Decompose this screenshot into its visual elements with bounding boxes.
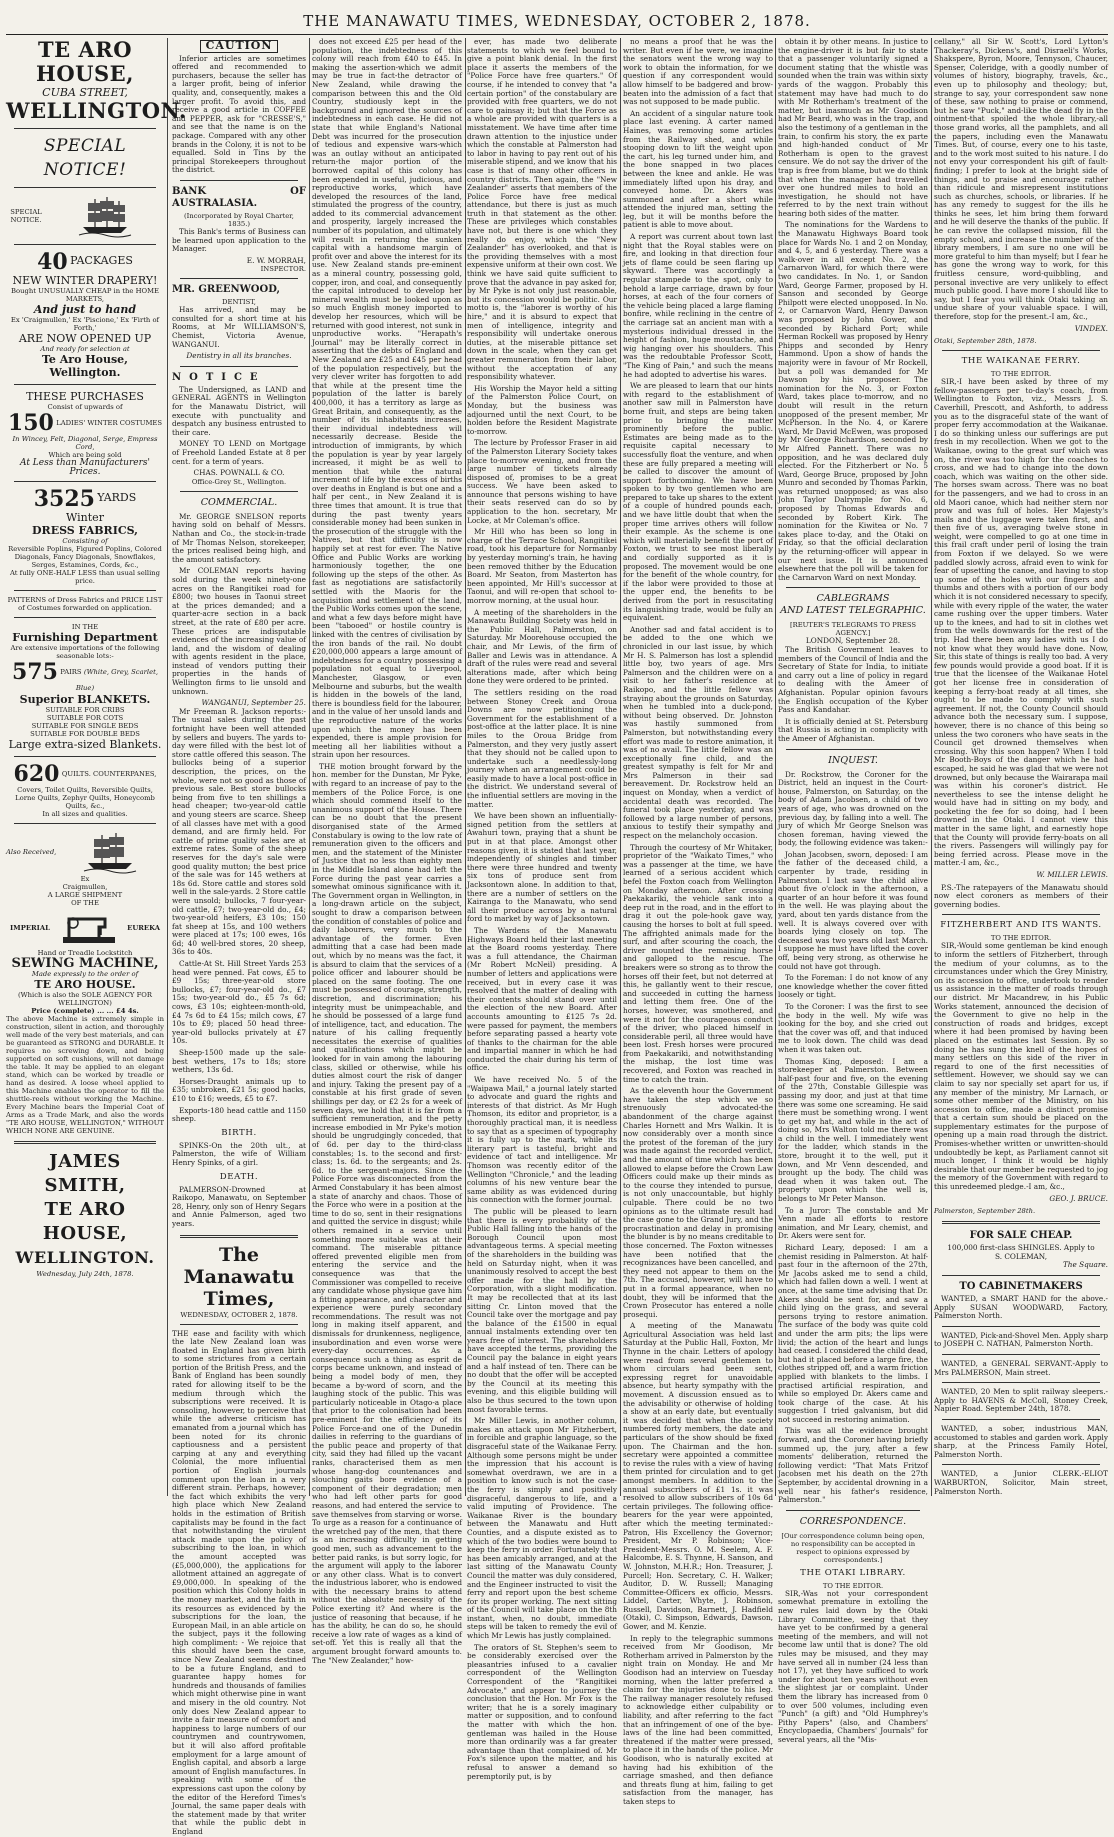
editorial-continued: does not exceed £25 per head of the population, the indebtedness of this colony will reach from £40 to £45. In making the assertion-which we admit may be true in fact-the detractor of New Zealand, while drawing the comparison between this and the Old Country, studiously kept in the background and ignored the sources of indebtedness in each case. He did not state that while England's National Debt was incurred for the prosecution of tedious and expensive wars-which was an outlay without an anticipated return-the major portion of the borrowed capital of this colony has been expended in useful, judicious, and reproductive works, which have developed the resources of the land, stimulated the progress of the country, added to its commercial advancement and prosperity, largely increased the number of its population, and ultimately will result in returning the sunken capital with a handsome margin of profit over and above the interest for its use. New Zealand stands pre-eminent as a mineral country, possessing gold, copper, iron, and coal, and consequently the capital introduced to develop her mineral wealth must be looked upon as so much English money imported to develop her resources, which will be returned with good interest, not sunk in unproductive works. "Herapath's Journal" may be literally correct in asserting that the debts of England and New Zealand are £25 and £45 per head of the population respectively, but the very clever writer has forgotten to add that while at the present time the population of the latter is barely 400,000, it has a territory as large as Great Britain, and consequently, as the number of its inhabitants increases, their individual indebtedness will necessarily decrease. Beside the introduction of immigrants, by which the population is year by year largely increased, it might be as well to mention that while the natural increment of life by the excess of births over deaths in England is but one and a half per cent., in New Zealand it is three times that amount. It is true that during the past twenty years considerable money had been sunken in the prosecution of the struggle with the Natives, but that difficulty is now happily set at rest for ever. The Native Office and Public Works are working harmoniously together, the one following up the steps of the other. As fast as negotiations are satisfactorily settled with the Maoris for the acquisition and settlement of the land, the Public Works comes upon the scene, and what a few days before might have been "tabooed" or hostile country is linked with the centres of civilisation by the iron bands of the rail. No doubt £20,000,000 appears a large amount of indebtedness for a country possessing a population not equal to Liverpool, Manchester, Glasgow, or even Melbourne and suburbs, but the wealth is hidden in the bowels of the land, there is boundless field for the labourer, and in the value of her unsold lands and the reproductive nature of the works upon which the money has been expended, there is ample provision for meeting all her liabilities without a strain upon her resources.: [312, 37, 462, 760]
column-divider: [309, 38, 310, 1496]
news-paragraph: obtain it by other means. In justice to the engine-driver it is but fair to state that a passenger voluntarily signed a document stating that the whistle was sounded when the train was within sixty yards of the waggon. Probably this statement may have had much to do with Mr Rotherham's treatment of the matter, but inasmuch as Mr Goodison had Mr Beard, who was in the trap, and also the testimony of a gentleman in the train, to confirm his story, the ex parte and high-handed conduct of Mr Rotherham is open to the gravest censure. We do not say the driver of the trap is free from blame, but we do think that when the manager had travelled over one hundred miles to hold an investigation, he should not have referred to by the next train without hearing both sides of the matter.: [778, 37, 928, 218]
patterns-text: PATTERNS of Dress Fabrics and PRICE LIST of Costumes forwarded on application.: [7, 596, 163, 613]
classified-ad: WANTED, a SMART HAND for the above.-Apply SUSAN WOODWARD, Factory, Palmerston North.: [934, 1294, 1108, 1321]
drapery-label: NEW WINTER DRAPERY!: [12, 274, 158, 287]
inquest-text: To a Juror: The constable and Mr Venn made all efforts to restore animation, and Mr Leary, chemist, and Dr. Akers were sent for.: [778, 1205, 928, 1241]
craig-label: Craigmullen,: [62, 882, 108, 891]
sizes-text: In all sizes and qualities.: [42, 809, 128, 818]
bank-manager: E. W. MORRAH,: [246, 255, 306, 265]
postscript: P.S.-The ratepayers of the Manawatu should now elect coroners as members of their governing bodies.: [934, 882, 1108, 909]
sewing-description: The above Machine is extremely simple in construction, silent in action, and thoroughly well made of the very best materials, and can be guaranteed as STRONG and DURABLE. It requires no screwing down, and being supported on soft cushions, will not damage the table. It may be applied to an elegant stand, which can be worked by treadle or hand as desired. A loose wheel applied to this Machine enables the operator to fill the shuttle-reels without working the Machine. Every Machine bears the Imperial Coat of Arms as a Trade Mark, and also the words "TE ARO HOUSE, WELLINGTON," WITHOUT WHICH NONE ARE GENUINE.: [6, 1014, 164, 1135]
fabrics-text: Reversible Poplins, Figured Poplins, Colored Diagonals, Fancy Diagonals, Snowflakes, Serges, Estamines, Cords, &c.,: [8, 545, 162, 570]
news-paragraph: Mr Hill who has been so long in charge of the Terrace School, Rangitikei road, took his departure for Normanby by yesterday morning's train, he having been removed thither by the Education Board. Mr Seaton, from Masterton has been appointed, Mr Hill's successor at Taonui, and will re-open that school to-morrow morning, at the usual hour.: [467, 527, 617, 605]
divider: [942, 1419, 1100, 1420]
news-paragraph: In reply to the telegraphic summons received from Mr Goodison, Mr Rotherham arrived in Palmerston by the night train on Monday. He and Mr Goodison had an interview on Tuesday morning, when the latter preferred a claim for the injuries done to his leg. The railway manager resolutely refused to acknowledge either culpability or liability, and after referring to the fact that an infringement of one of the bye-laws of the line had been committed, threatened if the matter were pressed, to place it in the hands of the police. Mr Goodison, who is naturally excited at having had his exhibition of the carriage smashed, and then defiance and threats flung at him, failing to get satisfaction from the manager, has taken steps to: [623, 1633, 773, 1806]
divider: [14, 128, 156, 129]
news-paragraph: Another sad and fatal accident is to be added to the one which we chronicled in our last issue, by which Mr H. S. Palmerson has lost a splendid little boy, two years of age. Mrs Palmerson and the children were on a visit to her father's residence at Raikopo, and the little fellow was straying about the grounds on Saturday, when he tumbled into a duck-pond, without being observed. Dr. Johnston was hastily summoned from Palmerston, but notwithstanding every effort was made to restore animation, it was of no avail. The little fellow was an exceptionally fine child, and the greatest sympathy is felt for Mr and Mrs Palmerson in their sad bereavement. Dr. Rockstrow held an inquest on Monday, when a verdict of accidental death was recorded. The funeral took place yesterday, and was followed by a large number of persons, anxious to testify their sympathy and respect on the melancholy occasion.: [623, 624, 773, 841]
winter-label: Winter: [66, 511, 104, 525]
materials-text: In Wincey, Felt, Diagonal, Serge, Empress Cord,: [12, 435, 158, 451]
consisting-label: Consisting of: [62, 537, 108, 546]
column-4: [467, 37, 617, 1781]
special-notice: SPECIAL NOTICE!: [43, 136, 127, 180]
ladies-label: LADIES' WINTER COSTUMES: [56, 419, 163, 427]
notice-signature: CHAS. POWNALL & CO.: [193, 468, 285, 478]
cabinetmakers-title: TO CABINETMAKERS: [959, 1281, 1083, 1292]
news-paragraph: The orators of St. Stephen's seem to be considerably exercised over the pleasantries infused to a cavalier correspondent of the Wellington Correspondent of the "Rangitikei Advocate," and appear to journey the conclusion that the Hon. Mr Fox is the writer; that he is a sorely imaginary matter or supposition, and to confound the matter with which the hon. gentleman was hailed in the House more than ordinarily was a far greater advantage than that complained of. Mr Fox's silence upon the matter, and his refusal to answer a demand so peremptorily put, is by: [467, 1642, 617, 1781]
handtreadle-label: Hand or Treadle Lockstitch: [37, 948, 133, 957]
large-label: Large extra-sized Blankets.: [8, 737, 162, 751]
divider: [942, 1464, 1100, 1465]
prices-text: At Less than Manufacturers' Prices.: [19, 458, 150, 477]
news-paragraph: Mr Miller Lewis, in another column, makes an attack upon Mr Fitzherbert, in forcible and graphic language, so the disgraceful state of the Waikanae Ferry. Although some persons might be under the impression that his account is somewhat overdrawn, we are in a position to know such is not the case-the ferry is simply and positively disgraceful, dangerous to life, and a valid imputing of Providence. The Waikanae River is the boundary between the Manawatu and Hutt Counties, and a dispute existed as to which of the two bodies were bound to keep the ferry in order. Fortunately that has been amicably arranged, and at the last sitting of the Manawatu County Council the matter was duly considered, and the Engineer instructed to visit the ferry and report upon the best scheme for its proper working. The next sitting of the Council will take place on the 8th instant, when, no doubt, immediate steps will be taken to remedy the evil of which Mr Lewis has justly complained.: [467, 1416, 617, 1641]
divider: [786, 749, 920, 750]
inquest-text: To the Foreman: I do not know of any one knowledge whether the cover fitted loosely or tight.: [778, 973, 928, 1000]
received-text: Also Received,: [6, 847, 57, 856]
inquest-title: INQUEST.: [828, 754, 878, 766]
divider: [942, 914, 1100, 915]
agency-text: (Which is also the SOLE AGENCY FOR WELLINGTON): [18, 990, 152, 1007]
news-paragraph: A report was current about town last night that the Royal stables were on fire, and looking in that direction four jets of flame could be seen flaring up skyward. There was accordingly a regular stampede to the spot, only to behold a large carriage, drawn by four horses, at each of the four corners of the vehicle being placed a large flaming bonfire, while reclining in the centre of the carriage sat an ancient man with a mysterious individual dressed in the height of fashion, huge moustache, and wig hanging over his shoulders. This was the redoubtable Professor Scott, "The King of Pain," and such the means he had adopted to advertise his wares.: [623, 232, 773, 379]
column-7: [934, 38, 1108, 1496]
dentist-title: DENTIST,: [222, 298, 256, 307]
suitable-4: SUITABLE FOR DOUBLE BEDS: [30, 729, 140, 738]
suitable-2: SUITABLE FOR COTS: [46, 713, 124, 722]
birth-text: SPINKS-On the 20th ult., at Palmerston, the wife of William Henry Spinks, of a girl.: [172, 1140, 306, 1167]
consist-text: Consist of upwards of: [47, 403, 123, 411]
bank-inspector: INSPECTOR.: [260, 265, 306, 274]
news-paragraph: The lecture by Professor Fraser in aid of the Palmerston Literary Society takes place to-morrow evening, and from the large number of tickets already disposed of, promises to be a great success. We have been asked to announce that persons wishing to have their seats reserved can do so by application to the hon. secretary, Mr Locke, at Mr Coleman's office.: [467, 438, 617, 525]
ofthe-label: OF THE: [71, 898, 99, 907]
ships-text: Ex 'Craigmullen,' Ex 'Piscione,' Ex 'Firth of Forth,': [10, 316, 160, 332]
sewing-title: SEWING MACHINE,: [11, 955, 159, 971]
yards-count: 3525: [33, 486, 95, 513]
pairs-label: PAIRS: [60, 668, 82, 677]
quilt-types: Covers, Toilet Quilts, Reversible Quilts, Lorne Quilts, Zephyr Quilts, Honeycomb Quilts, &c.,: [15, 785, 155, 810]
teaorhouse-text: Te Aro House, Wellington.: [42, 353, 128, 379]
divider: [14, 244, 156, 245]
divider: [14, 481, 156, 482]
ad-street: CUBA STREET,: [42, 86, 128, 99]
divider: [942, 1354, 1100, 1355]
column-5: [623, 37, 773, 1806]
letter-signature: W. MILLER LEWIS.: [1036, 870, 1108, 880]
news-paragraph: We are pleased to learn that our hints with regard to the establishment of another saw mill in Palmerston have borne fruit, and steps are being taken prior to bringing the matter prominently before the public. Estimates are being made as to the requisite capital necessary to successfully float the venture, and when these are fully prepared a meeting will be called to discover the amount of support forthcoming. We have been spoken to by two gentlemen who are prepared to take up shares to the extent of a couple of hundred pounds each, and we have little doubt that when the proper time arrives others will follow their example. As the scheme is one which will materially benefit the port of Foxton, we trust to see most liberally and cordially supported as it is proposed. The movement would be one for the benefit of the whole country, for if the labor were provided to those at the upper end, the benefits to be derived from the port in resuscitating its languishing trade, would be fully an equivalent.: [623, 381, 773, 623]
library-letter: SIR,-Was not your correspondent somewhat premature in extolling the new rules laid down by the Otaki Library Committee, seeing that they have yet to be confirmed by a general meeting of the members, and will not become law until that is done? The old rules may be misused, and they may have served all in number (24 less than not 17), yet they have sufficed to work under for about ten years without even the slightest jar or complaint. Under them the library has increased from 0 to over 500 volumes, including even "Punch" (a gift) and "Old Humphrey's Pithy Papers" (also, and Chambers' Encyclopaedia, Chambers' Journals" for several years, all the "Mis-: [778, 1588, 928, 1744]
blankets-count: 575: [12, 659, 58, 686]
shipment-text: A LARGE SHIPMENT: [47, 890, 123, 899]
paper-date: WEDNESDAY, OCTOBER 2, 1878.: [180, 1310, 298, 1319]
divider: [14, 823, 156, 824]
fitzherbert-to: TO THE EDITOR.: [990, 934, 1052, 943]
classified-ad: WANTED, Pick-and-Shovel Men. Apply sharp to JOSEPH C. NATHAN, Palmerston North.: [934, 1330, 1108, 1349]
divider: [180, 491, 298, 492]
yards-label: YARDS: [97, 491, 137, 505]
for-sale-title: FOR SALE CHEAP.: [969, 1230, 1073, 1242]
library-to: TO THE EDITOR.: [822, 1581, 884, 1590]
for-sale-text: 100,000 first-class SHINGLES. Apply to: [947, 1243, 1095, 1253]
ready-text: And ready for selection at: [40, 345, 130, 353]
classified-ad: WANTED, 20 Men to split railway sleepers.-Apply to HAVENS & McColl, Stoney Creek, Napier Road. September 24th, 1878.: [934, 1387, 1108, 1414]
ad-city: WELLINGTON.: [6, 98, 187, 123]
sailing-ship-icon: [84, 831, 136, 873]
inquest-text: To the Coroner: I was the first to see the body in the well. My wife was looking for the boy, and she cried out that the cover was off, and that induced me to look down. The child was dead when it was taken out.: [778, 1001, 928, 1054]
letter-signature: VINDEX.: [1074, 323, 1108, 333]
classified-ad: WANTED, a Junior CLERK.-ELIOT WARBURTON, Solicitor, Main street, Palmerston North.: [934, 1469, 1108, 1496]
library-title: THE OTAKI LIBRARY.: [800, 1567, 906, 1578]
cablegrams-subtitle: AND LATEST TELEGRAPHIC.: [780, 605, 926, 617]
divider: [14, 1141, 156, 1144]
death-text: PALMERSON-Drowned at Raikopo, Manawatu, on September 28, Henry, only son of Henry Segars and Annie Palmerson, aged two years.: [172, 1184, 306, 1228]
divider: [180, 1235, 298, 1238]
cable-text: It is officially denied at St. Petersburg that Russia is acting in complicity with the Ameer of Afghanistan.: [778, 716, 928, 743]
inquest-text: Thomas King, deposed: I am a storekeeper at Palmerston. Between half-past four and five, on the evening of the 27th, Constable Gillespie was passing my door, and just at that time there was some one screaming. He said there must be something wrong. I went to get my hat, and while in the act of doing so, Mrs Walton told me there was a child in the well. I immediately went for the ladder, which stands in the store, brought it to the well, put it down, and Mr Venn descended, and brought up the body. The child was dead when it was taken out. The property upon which the well is, belongs to Mr Peter Manson.: [778, 1056, 928, 1204]
wanganui-dateline: WANGANUI, September 25.: [201, 698, 306, 708]
divider: [14, 384, 156, 385]
column-divider: [620, 38, 621, 1496]
dentist-text: Has arrived, and may be consulted for a short time at his Rooms, at Mr WILLIAMSON'S, Chemist, Victoria Avenue, WANGANUI.: [172, 305, 306, 349]
news-paragraph: The public will be pleased to learn that there is every probability of the Public Hall falling into the hands of the Borough Council upon most advantageous terms. A special meeting of the shareholders in the building was held on Saturday night, when it was unanimously resolved to accept the best offer made for the hall by the Corporation, with a slight modification. It may be recollected that at its last sitting Cr. Linton moved that the Council take over the mortgage and pay the balance of the £1500 in equal annual instalments extending over ten years free of interest. The shareholders have accepted the terms, providing the Council pay the balance in eight years and a half instead of ten. There can be no doubt that the offer will be accepted by the Council at its meeting this evening, and this eligible building will also be thus secured to the town upon most favorable terms.: [467, 1206, 617, 1414]
commercial-paragraph: Mr COLEMAN reports having sold during the week ninety-one acres on the Rangitikei road for £800; two houses in Taonui street at the prices demanded; and a quarter-acre section in a back street, at the rate of £80 per acre. These prices are indisputable evidences of the increasing value of land, and the wisdom of dealing with agents resident in the place, instead of vendors putting their properties in the hands of Wellington firms to lie unsold and unknown.: [172, 566, 306, 696]
bank-charter: (Incorporated by Royal Charter, 1835.): [184, 211, 294, 228]
bank-title: BANK OF AUSTRALASIA.: [172, 185, 306, 209]
land-text: And just to hand: [33, 303, 137, 316]
library-letter-continued: cellany," all Sir W. Scott's, Lord Lytton's Thackeray's, Dickens's, and Disraeli's Works, Shakspere, Byron, Moore, Tennyson, Chaucer, Spenser, Coleridge, with a goodly number of volumes of history, biography, travels, &c., even up to philosophy and theology; but, strange to say, your correspondent saw none of these, saw nothing to praise or commend, but he saw "Puck," and-like the dead fly in the ointment-that spoiled the whole library,-all those grand works, all the pamphlets, and all the papers, including even the Manawatu Times. But, of course, every one to his taste, and to the work most suited to his nature. I do not envy your correspondent his gift of fault-finding; I prefer to look at the bright side of things, and to praise and encourage rather than ridicule and misrepresent institutions such as churches, schools, or libraries. If he has any remedy to suggest for the ills he thinks he sees, let him bring them forward and he will deserve the thanks of the public. If he can revive the collapsed mission, fill the empty school, and increase the number of the library members, I am sure no one will be more grateful to him than myself; but I fear he has gone the wrong way to work, for this fruitless censure, word-quibbling, and personal invective are very unlikely to effect much public good. I have more I should like to say, but I fear you will think Otaki taking an undue share of your valuable space. I will, therefore, stop for the present.-I am, &c.,: [934, 37, 1108, 321]
letter-dateline: Palmerston, September 28th.: [934, 1207, 1036, 1216]
ferry-title: THE WAIKANAE FERRY.: [961, 356, 1081, 367]
reuter-note: [REUTER'S TELEGRAMS TO PRESS AGENCY.]: [789, 621, 917, 638]
divider: [942, 1326, 1100, 1327]
for-sale-place: The Square.: [1062, 1260, 1108, 1270]
dentist-name: MR. GREENWOOD,: [172, 284, 281, 296]
editorial-text: THE ease and facility with which the late New Zealand loan was floated in England has given birth to some strictures from a certain portion of the British Press, and the Bank of England has been soundly rated for allowing itself to be the medium through which the subscriptions were received. It is consoling, however, to perceive that while the adverse criticism has emanated from a journal which has been noted for its chronic captiousness and a persistent carping at any and everything Colonial, the more influential portion of English journals comment upon the loan in a very different strain. Perhaps, however, the fact which exhibits the very high place which New Zealand holds in the estimation of British capitalists may be found in the fact that notwithstanding the virulent attack made upon the policy of subscribing to the loan, in which the amount accepted was (£5,000,000), the applications for allotment attained an aggregate of £9,000,000. In speaking of the position which this Colony holds in the money market, and the faith in its resources as evidenced by the subscriptions for the loan, the European Mail, in an able article on the subject, pays it the following high compliment: - We rejoice that this should have been the case, since New Zealand seems destined to be a future England, and to guarantee happy homes for hundreds and thousands of families which might otherwise pine in want and misery in the old country. Not only does New Zealand appear to invite a fair measure of comfort and happiness to large numbers of our countrymen and countrywomen, but it will also afford profitable employment for a large amount of English capital, and absorb a large amount of English manufactures. In speaking with some of the expressions cast upon the colony by the editor of the Hereford Times's Journal, the same paper deals with the statement made by that writer that while the public debt in England: [172, 1328, 306, 1836]
sold-text: Which are being sold: [48, 451, 122, 459]
bought-text: Bought UNUSUALLY CHEAP in the HOME MARKETS,: [11, 287, 159, 303]
teaoro-label: TE ARO HOUSE.: [34, 977, 136, 991]
london-dateline: LONDON, September 28.: [805, 636, 901, 646]
colors-label: (White, Grey, Scarlet, Blue): [75, 668, 158, 693]
eureka-label: EUREKA: [127, 923, 160, 932]
caution-banner: CAUTION: [200, 40, 279, 53]
superior-label: Superior BLANKETS.: [19, 692, 151, 706]
ferry-letter: SIR,-I have been asked by three of my fellow-passengers per to-day's coach, from Wellington to Foxton, viz., Messrs J. S. Caverhill, Prescott, and Ashforth, to address you as to the disgraceful state of the want of proper ferry accommodation at the Waikanae. I do so thinking unless our sufferings are put fresh in my recollection. When we got to the Waikanae, owing to the great surf which was on, the river was too high for the coaches to cross, and we had to change into the down coach, which was waiting on the other side. The horses swam across. There was no boat for the passengers, and we had to cross in an old Maori canoe, which had neither stern nor prow and was full of holes. Her Majesty's mails and the luggage were taken first, and then five of us, averaging twelve stone in weight, were compelled to go at one time in this frail craft under peril of losing the train from Foxton if we delayed. So we were paddled slowly across, afraid even to wink for fear of upsetting the canoe, and having to stop up some of the holes with our fingers and thumbs and others with a portion of our body which it is not considered necessary to specify, while with every ripple of the water, the water came rushing over the upper timbers. Water up to the knees, and had to sit in clothes wet from the wells downwards for the rest of the trip. Had there been any ladies with us I do not know what they would have done. Now, Sir, this state of things is really too bad. A very few pounds would provide a good boat. If it is true that the licensee of the Waikanae Hotel got her license free in consideration of keeping a ferry-boat ready at all times, she ought to be made to comply with such agreement. If not, the County Council should advance both the necessary sum. I suppose, however, there is no chance of this being so unless the two coroners who have seats in the Council get drowned themselves when crossing. Why this soon happen? When I told Mr Booth-Boys of the danger which he had escaped, he said he was glad that we were not drowned, but only because the Wairarapa mail was within his coroner's district. He nevertheless to see the intense delight he would have had in sitting on my body, and pocketing the fee for so doing, had I been drowned in the Otaki. I cannot view this matter in the same light, and earnestly hope that the County will provide ferry-boats on all the rivers. Passengers will willingly pay for being ferried across. Please move in the matter.-I am, &c.,: [934, 377, 1108, 868]
news-paragraph: A meeting of the shareholders in the Manawatu Building Society was held in the Public Hall, Palmerston, on Saturday. Mr Moorehouse occupied the chair, and Mr Lewis, of the firm of Baller and Lewis was in attendance. A draft of the rules were read and several alterations made, after which being done they were ordered to be printed.: [467, 607, 617, 686]
divider: [180, 278, 298, 279]
proprietor-shop: TE ARO HOUSE,: [42, 1198, 128, 1244]
news-paragraph: We have been shown an influentially-signed petition from the settlers at Awahuri town, praying that a shunt be put in at that place. Amongst other reasons given, it is stated that last year, independently of shingles and timber there were three hundred and twenty six tons of produce sent from Jacksontown alone. In addition to that, there are a number of settlers on the Kairanga to the Manawatu, who send all their produce across by a natural ford to market by way of Jacksontown.: [467, 811, 617, 924]
paper-title: The Manawatu Times,: [183, 1243, 295, 1310]
news-paragraph: Through the courtesy of Mr Whitaker, proprietor of the "Waikato Times," who was a passenger at the time, we have learned of a serious accident which befel the Foxton coach from Wellington on Monday afternoon. After crossing Paekakariki, the vehicle sank into a deep rut in the road, and in the effort to drag it out the pole-hook gave way, causing the horses to bolt at full speed. The affrighted animals made for the surf, and after scouring the coach, the driver mounted the remaining horse and galloped to the rescue. The breakers were so strong as to throw the horses off their feet, but not deterred at this, he gallantly went to their rescue, and succeeded in cutting the harness and letting them free. One of the horses, however, was smothered, and were it not for the courageous conduct of the driver, who placed himself in considerable peril, all three would have been lost. Fresh horses were procured from Paekakariki, and notwithstanding the mishap, the lost time was recovered, and Foxton was reached in time to catch the train.: [623, 842, 773, 1084]
commercial-title: COMMERCIAL.: [200, 496, 278, 508]
commercial-paragraph: Mr Freeman R. Jackson reports:- The usual sales during the past fortnight have been well attended by sellers and buyers. The yards to-day were filled with the best lot of store cattle offered this season. The bullocks being of a superior description, the prices, on the whole, were not so good as those of previous sale. Best store bullocks being from five to ten shillings a head cheaper; two-year-old cattle and young steers are scarce. Sheep of all classes have met with a good demand, and are firmly held. For cattle of prime quality sales are at extreme rates. Some of the sheep reserves for the day's sale were good quality mutton; the best price of the sale was for 145 wethers at 18s 6d. Store cattle and stores sold well in the sale-yards. 2 Store cattle were unsold; bullocks, 7 four-year-old cattle, £7; two-year-old do., £4; two-year-old heifers, £3 10s; 150 fat sheep at 15s, and 100 wethers were placed at 17s; 100 ewes, 16s 6d; 40 well-bred stores, 20 sheep, 36s to 40s.: [172, 706, 306, 957]
commercial-paragraph: Mr. GEORGE SNELSON reports having sold on behalf of Messrs. Nathan and Co., the stock-in-trade of Mr Thomas Nelson, storekeeper, the prices realised being high, and the amount satisfactory.: [172, 511, 306, 564]
column-divider: [167, 38, 168, 1496]
commercial-paragraph: Sheep-1500 made up the sale-best wethers, 17s to 18s; store wethers, 13s 6d.: [172, 1048, 306, 1075]
column-3: [312, 37, 462, 1665]
fitzherbert-title: FITZHERBERT AND ITS WANTS.: [940, 920, 1102, 931]
column-divider: [465, 38, 466, 1496]
divider: [14, 617, 156, 618]
notice-money: MONEY TO LEND on Mortgage of Freehold Landed Estate at 8 per cent. for a term of years.: [172, 439, 306, 466]
commercial-paragraph: Cattle-At St. Hill Street Yards 253 head were penned. Fat cows, £5 to £9 15s; three-year-old store bullocks, £7; four-year-old do., £7 15s; two-year-old do., £5 7s 6d; cows, £3 10s; eighteen-month-old, £4 7s 6d to £4 15s; milch cows, £7 10s to £9; placed 50 head three-year-old bullocks privately at £7 10s.: [172, 959, 306, 1046]
news-paragraph: As the eleventh hour the Government have taken the step which we so strenuously advocated-the abandonment of the charge against Charles Hornett and Mrs Walkin. It is now considerably over a month since the protest of the foreman of the jury was made against the recorded verdict, and the amount of time which has been allowed to elapse before the Crown Law Officers could make up their minds as to the course they intended to pursue, is not only unaccountable, but highly culpable. There could be no two opinions as to the ultimate result had the case gone to the Grand Jury, and the procrastination and delay in promising the blunder is by no means creditable to those concerned. The Foxton witnesses have been notified that the recognizances have been cancelled, and they need not appear to them on the 7th. The accused, however, will have to put in a formal appearance, when no doubt, they will be informed that the Crown Prosecutor has entered a nolle prosequi.: [623, 1086, 773, 1319]
letter-dateline: Otaki, September 28th, 1878.: [934, 337, 1037, 346]
inquest-text: Johan Jacobsen, sworn, deposed: I am the father of the deceased child, a carpenter by trade, residing in Palmerston. I last saw the child alive about five o'clock in the afternoon, a quarter of an hour before it was found in the well. He was playing about the yard, about ten yards distance from the well. It is always covered over with boards lying closely on top. The deceased was two years old last March. I suppose he must have lifted the cover off, being very strong, as otherwise he could not have got through.: [778, 849, 928, 971]
inquest-text: Dr. Rockstrow, the Coroner for the District, held an inquest in the Court-house, Palmerston, on Saturday, on the body of Adam Jacobsen, a child of two years of age, who was drowned on the previous day, by falling into a well. The jury of which Mr George Snelson was chosen foreman, having viewed the body, the following evidence was taken:-: [778, 769, 928, 848]
suitable-3: SUITABLE FOR SINGLE BEDS: [31, 721, 139, 730]
correspondence-title: CORRESPONDENCE.: [799, 1515, 907, 1527]
divider: [786, 1510, 920, 1511]
news-paragraph: His Worship the Mayor held a sitting of the Palmerston Police Court, on Monday, but the business was adjourned until the next Court, to be holden before the Resident Magistrate to-morrow.: [467, 383, 617, 436]
news-paragraph: ever, has made two deliberate statements to which we feel bound to give a point blank denial. In the first place it asserts the members of the "Police Force have free quarters." Of course, if he intended to convey that "a certain portion" of the constabulary are provided with free quarters, we do not care to gainsay it; but that the Force as a whole are provided with quarters is a misstatement. We have time after time drawn attention to the injustice under which the constable at Palmerston had to labor in having to pay rent out of his miserable stipend, and we know that his case is that of many other officers in country districts. Then again, the "New Zealander" asserts that members of the Police Force have free medical attendance, but there is just as much truth in that statement as the other. These are privileges which constables have not, but there is one which they really do enjoy, which the "New Zealander" has overlooked, and that is the providing themselves with a most expensive uniform at their own cost. We think we have said quite sufficient to prove that the advance in pay asked for, by Mr Pyke is not only just reasonable, but its concession would be politic. Our motto is, the "laborer is worthy of his hire," and it is absurd to expect that men of intelligence, integrity and responsibility will undertake onerous duties, at the miserable pittance set down in the scale, when they can get greater remuneration from their labor, without the acceptation of any responsibility whatever.: [467, 37, 617, 382]
quilts-count: 620: [13, 760, 60, 787]
caution-text: Inferior articles are sometimes offered and recommended to purchasers, because the seller has a larger profit, being of inferior quality, and, consequently, makes a larger profit. To avoid this, and receive a good article in COFFEE and PEPPER, ask for "CRESSE'S," and see that the name is on the package. Compared with any other brands in the Colony, it is not to be equalled. Sold in Tins by the principal Storekeepers throughout the district.: [172, 53, 306, 175]
divider: [14, 187, 156, 188]
news-paragraph: no means a proof that he was the writer. But even if he were, we imagine the senators went the wrong way to work to obtain the information, for we question if any correspondent would allow himself to be badgered and brow-beaten into the admission of a fact that was not supposed to be made public.: [623, 37, 773, 107]
open-text: ARE NOW OPENED UP: [18, 332, 152, 345]
cable-text: The British Government leaves to members of the Council of India and the Secretary of State for India, to initiate and carry out a line of policy in regard to dealing with the Ameer of Afghanistan. Popular opinion favours the English occupation of the Kyber Pass and Kandahar.: [778, 645, 928, 715]
classified-ad: WANTED, a GENERAL SERVANT.-Apply to Mrs PALMERSON, Main street.: [934, 1358, 1108, 1377]
inthe-label: IN THE: [71, 623, 99, 632]
ex-label: Ex: [80, 874, 90, 883]
half-text: At fully ONE-HALF LESS than usual selling price.: [10, 569, 160, 586]
news-paragraph: A meeting of the Manawatu Agricultural Association was held last Saturday at the Public Hall, Foxton, Mr Thynne in the chair. Letters of apology were read from several gentlemen to whom circulars had been sent, expressing regret for unavoidable absence, but hearty sympathy with the movement. A discussion ensued as to the advisability or otherwise of holding a show at an early date, but eventually it was decided that when the society numbered forty members, the date and particulars of the show should be fixed upon. The Chairman and the hon. secretary were appointed a committee to revise the rules with a view of having them printed for circulation and to get amongst members. In addition to the annual subscribers of £1 1s. it was resolved to allow subscribers of 10s 6d certain privileges. The following office-bearers for the year were appointed, after which the meeting terminated:-Patron, His Excellency the Governor; President, Mr P. Robinson; Vice-President-Messrs. O. M. Seelem, A. F. Halcombe, E. S. Thynne, H. Sanson, and W. Johnston, M.H.R.; Hon. Treasurer, J. Purcell; Hon. Secretary, C. H. Walker; Auditor, D. W. Russell; Managing Committee-Officers ex officio, Messrs. Liddel, Carter, Whyte, J. Robinson, Russell, Davidson, Barnett, J. Hadfield (Otaki), C. Simpson, Edwards, Dawson, Gower, and M. Kenzie.: [623, 1321, 773, 1632]
for-sale-signature: S. COLEMAN,: [994, 1251, 1048, 1261]
police-editorial: THE motion brought forward by the hon. member for the Dunstan, Mr Pyke, with regard to an increase of pay to the members of the Police Force, is one which should commend itself to the unanimous support of the House. There can be no doubt that the present disorganised state of the Armed Constabulary is owing to the low rate of remuneration given to the officers and men, and the statement of the Minister of Justice that no less than eighty men in the Middle Island alone had left the Force during the past year carries a somewhat ominous significance with it. The Government organ in Wellington, in a long-drawn article on the subject, sought to draw a comparison between the condition of constables of police and daily labourers, very much to the advantage of the former. Even admitting that a case had been made out, which by no means was the fact, it is absurd to claim that the services of a police officer and labourer should be placed on the same footing. The one must be possessed of courage, strength, discretion, and discrimination; his integrity must be unimpeachable, and he should be possessed of a large fund of intelligence, tact, and education. The nature of his calling frequently necessitates the exercise of qualities and qualifications which might be looked for in vain among the labouring class, skilled or otherwise, while his duties almost court the risk of danger and injury. Taking the present pay of a constable at his first grade of seven shillings per day, or £2 2s for a week of seven days, we hold that it is far from a sufficient remuneration, and the petty increase embodied in Mr Pyke's motion should be ungrudgingly conceded, that of 6d. per day to the third-class constables; 1s. to the second and first-class; 1s. 6d. to the sergeants; and 2s. 6d. to the sergeant-majors. Since the Police Force was disconnected from the Armed Constabulary it has been almost a state of anarchy and chaos. Those of the Force who were in a position at the time to do so, sent in their resignations and quitted the service in disgust; while others remained in a service until something more suitable was at their command. The miserable pittance offered prevented eligible men from entering the service and the consequence was that the Commissioner was compelled to receive any candidate whose physique gave him a fitting appearance, and character and experience were purely secondary recommendations. The result was not long in making itself apparent, and dismissals for drunkenness, negligence, insubordination and even worse were every-day occurrences. As a consequence such a thing as esprit de corps became unknown, and instead of being a model body of men, they became a by-word of scorn, and the laughing stock of the public. This was particularly noticeable in Otago-a place that prior to the colonisation had been pre-eminent for the efficiency of its Police Force-and one of the Dunedin dailies in referring to the guardians of the public peace and property of that city, said they had filled up the vacant ranks, characterised them as men whose hang-dog countenances and slouching gaits bore evidence of a component of their degradation; men who had left other parts for good reasons, and had entered the service to save themselves from starving or worse. To urge as a reason for a continuance of the wretched pay of the men, that there is an increasing difficulty in getting good men, such as advancement to the better paid ranks, is but sorry logic, for the argument will apply to the laborer or any other class. What is to convert the industrious laborer, who is endowed with the necessary brains to attend without the absolute necessity of the Police exerting it? And where is the justice of reasoning that because, if he has the ability, he can do so, he should receive a low rate of wages as a kind of set-off. Yet this is really all that the argument brought forward amounts to. The "New Zealander," how-: [312, 761, 462, 1665]
masthead: THE MANAWATU TIMES, WEDNESDAY, OCTOBER 2, 1878.: [303, 12, 811, 30]
news-paragraph: An accident of a singular nature took place last evening. A carter named Haines, was removing some articles from the Railway shed, and while stooping down to lift the weight upon the cart, his leg turned under him, and the bone snapped in two places between the knee and ankle. He was immediately lifted upon his dray, and conveyed home. Dr. Akers was summoned and after a short while attended the injured man, setting the leg, but it will be months before the patient is able to move about.: [623, 108, 773, 230]
sewing-machine-icon: [59, 909, 119, 947]
quilts-label: QUILTS. COUNTERPANES,: [61, 769, 157, 778]
imperial-label: IMPERIAL: [10, 923, 50, 932]
notice-text: The Undersigned, as LAND and GENERAL AGENTS in Wellington for the Manawatu District, will execute with punctuality and despatch any business entrusted to their care.: [172, 384, 306, 437]
cablegrams-title: CABLEGRAMS: [816, 593, 890, 605]
fitzherbert-letter: SIR,-Would some gentleman be kind enough to inform the settlers of Fitzherbert, through the medium of your columns, as to the circumstances under which the Grey Ministry, on its accession to office, undertook to render us assistance in the matter of roads through our district. Mr Macandrew, in his Public Works statement, announced the decision of the Government to give no help in the construction of roads and bridges, except where it had been promised by having been placed on the estimates last Session. By so doing he has sung the knell of the hopes of many settlers on this side of the river in regard to one of the first necessities of settlement. However, we should say we can claim to say nor specially set apart for us, if any member of the ministry, Mr Larnach, or some other member of the Ministry, on his accession to office, made a distinct promise that a certain sum should be placed on the supplementary estimates for the purpose of opening up a main road through the district. Promises-whether written or unwritten-should undoubtedly be kept, as Parliament cannot sit much longer, I think it would be highly desirable that our member be requested to jog the memory of the Government with regard to this unredeemed pledge.-I am, &c.,: [934, 941, 1108, 1192]
commercial-paragraph: Horses-Draught animals up to £35; unbroken, £21 5s; good hacks, £10 to £16; weeds, £5 to £7.: [172, 1076, 306, 1103]
divider: [180, 366, 298, 367]
notice-title: NOTICE: [172, 371, 266, 383]
column-divider: [931, 38, 932, 1496]
divider: [14, 756, 156, 757]
divider: [942, 1221, 1100, 1224]
ad-date: Wednesday, July 24th, 1878.: [36, 1269, 134, 1278]
notice-office: Office-Grey St., Wellington.: [191, 477, 287, 486]
extensive-text: Are extensive importations of the following seasonable lots:-: [10, 644, 160, 661]
commercial-paragraph: Exports-180 head cattle and 1150 sheep.: [172, 1105, 306, 1124]
birth-title: BIRTH.: [221, 1127, 257, 1138]
dress-label: DRESS FABRICS,: [32, 524, 138, 538]
divider: [180, 1324, 298, 1325]
column-divider: [775, 38, 776, 1496]
divider: [942, 1382, 1100, 1383]
purchases-title: THESE PURCHASES: [26, 390, 144, 403]
news-paragraph: The Wardens of the Manawatu Highways Board held their last meeting at the Board rooms yesterday. There was a full attendance, the Chairman (Mr Robert McNeil) presiding. A number of letters and applications were received, but in every case it was resolved that the matter of dealing with their contents should stand over until the election of the new Board. After accounts amounting to £125 7s 2d. were passed for payment, the members before separating passed a hearty vote of thanks to the chairman for the able and impartial manner in which he had conducted the chair during his term of office.: [467, 925, 617, 1073]
news-paragraph: The settlers residing on the road between Stoney Creek and Oroua Downs are now petitioning the Government for the establishment of a post-office at the latter place. It is nine miles to the Oroua Bridge from Palmerston, and they very justly assert that they should not be called upon to undertake such a needlessly-long journey when an arrangement could be easily made to have a local post-office in the district. We understand several of the influential settlers are moving in the matter.: [467, 687, 617, 809]
divider: [942, 1275, 1100, 1276]
ladies-count: 150: [7, 410, 54, 436]
packages-label: PACKAGES: [70, 254, 133, 267]
made-text: Made expressly to the order of: [31, 969, 139, 978]
news-paragraph: The nominations for the Wardens to the Manawatu Highways Board took place for Wards No. 1 and 2 on Monday, and 4, 5, and 6 yesterday. There was a walk-over in all except No. 2, the Carnarvon Ward, for which there were two candidates. In No. 1, or Sandon Ward, George Farmer, proposed by H. Sanson and seconded by George Philpott were elected unopposed. In No. 2, or Carnarvon Ward, Henry Dawson was proposed by John Gower, and seconded by Richard Port; while Herman Rockell was proposed by Henry Phipps and seconded by Henry Hammond. Upon a show of hands the majority were in favour of Mr Rockell, but a poll was demanded for Mr Dawson by his proposer. The nomination for the No. 3, or Foxton Ward, takes place to-morrow, and no doubt will result in the return unopposed of the present member, Mr McPherson. In the No. 4, or Karere Ward, Mr David McEwen, was proposed by Mr George Richardson, seconded by Mr Alfred Pannett. There was no opposition, and he was declared duly elected. For the Fitzherbert or No. 5 Ward, George Bruce, proposed by John Munro and seconded by Thomas Parkin, was returned unopposed; as was also John Taylor Dalrymple for No. 6, proposed by Thomas Edwards and seconded by Robert Kirk. The nomination for the Kiwitea or No. 7 takes place to-day, and the Otaki on Friday, so that the official declaration by the returning-officer will appear in our next issue. It is announced elsewhere that the poll will be taken for the Carnarvon Ward on next Monday.: [778, 220, 928, 582]
bank-text: This Bank's terms of Business can be learned upon application to the Manager.: [172, 226, 306, 254]
suitable-1: SUITABLE FOR CRIBS: [45, 705, 125, 714]
letter-signature: GEO. J. BRUCE.: [1049, 1193, 1108, 1203]
ad-shop-name: TE ARO HOUSE,: [36, 37, 134, 86]
proprietor-name: JAMES SMITH,: [44, 1150, 126, 1196]
divider: [942, 350, 1100, 351]
packages-count: 40: [37, 249, 68, 275]
inquest-text: This was all the evidence brought forward, and the Coroner having briefly summed up, the jury, after a few moments' deliberation, returned the following verdict: "That Mats Fritzof Jacobsen met his death on the 27th September, by accidental drowning in a well near his father's residence, Palmerston.": [778, 1426, 928, 1505]
column-2: [172, 38, 306, 1836]
price-label: Price (complete) ... ... £4 4s.: [31, 1006, 139, 1015]
inquest-text: Richard Leary, deposed: I am a chemist residing in Palmerston. At half-past four in the afternoon of the 27th, Mr Jacobs asked me to send a child, which had fallen down a well. I went at once, at the same time advising that Dr. Akers should be sent for, and saw a child lying on the grass, and several persons trying to restore animation. The surface of the body was quite cold and under the arm pits; the lips were livid; the action of the heart and lungs had ceased. I considered the child dead, but had it placed before a large fire, the clothes stripped off, and a warm friction applied with blankets to the limbs. I practised artificial respiration, and while so employed Dr. Akers came and took charge of the case. At his suggestion I tried galvanism, but did not succeed in restoring animation.: [778, 1243, 928, 1424]
death-title: DEATH.: [219, 1171, 259, 1182]
classified-ad: WANTED, a sober, industrious MAN, accustomed to stables and garden work. Apply sharp, at the Princess Family Hotel, Palmerston North.: [934, 1423, 1108, 1459]
dentist-branches: Dentistry in all its branches.: [186, 351, 292, 361]
furnishing-title: Furnishing Department: [12, 631, 158, 645]
ferry-to: TO THE EDITOR.: [990, 370, 1052, 379]
news-paragraph: We have received No. 5 of the "Waipawa Mail," a journal lately started to advocate and guard the rights and interests of that district. As Mr Hugh Thomson, its editor and proprietor, is a thoroughly practical man, it is needless to say that as a specimen of typography it is fully up to the mark, while its literary part is tasteful, bright and evidence of tact and intelligence. Mr Thomson was recently editor of the Wellington "Chronicle," and the leading columns of his new venture bear the same ability as was evidenced during his connection with the former journal.: [467, 1075, 617, 1205]
correspondence-note: [Our correspondence column being open, no responsibility can be accepted in respect to opinions expressed by correspondents.]: [781, 1531, 925, 1564]
masthead-rule: [6, 34, 1108, 35]
special-label: SPECIAL NOTICE.: [10, 208, 42, 224]
column-6: [778, 37, 928, 1744]
divider: [786, 587, 920, 588]
divider: [180, 180, 298, 181]
divider: [14, 590, 156, 591]
column-1: [6, 37, 187, 1496]
proprietor-city: WELLINGTON.: [15, 1247, 155, 1267]
sailing-ship-icon: [79, 195, 131, 237]
